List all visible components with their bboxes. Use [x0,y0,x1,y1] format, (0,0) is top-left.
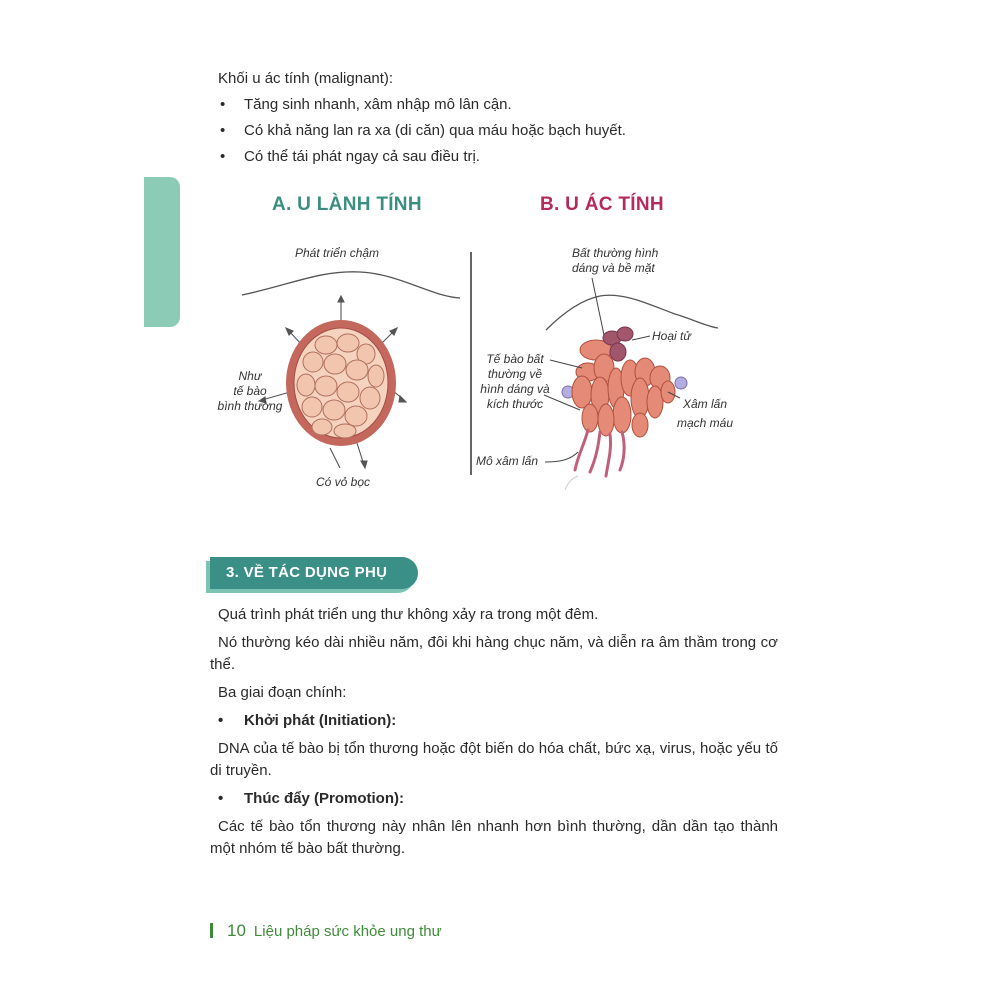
necrosis-label: Hoại tử [652,329,691,343]
invaded-tissue-label: Mô xâm lấn [476,454,539,468]
normal-cell-label: Như tế bào bình thường [217,369,283,413]
stage-heading: • Thúc đẩy (Promotion): [218,790,404,807]
section-title: 3. VỀ TÁC DỤNG PHỤ [226,564,388,581]
paragraph: Ba giai đoạn chính: [218,684,347,701]
footer-bar [210,923,213,938]
page-number: 10 [227,921,246,940]
intro-bullet: • Có thể tái phát ngay cả sau điều trị. [218,144,626,170]
abnormal-cells-label: Tế bào bất thường về hình dáng và kích thước [480,352,550,411]
paragraph: Nó thường kéo dài nhiều năm, đôi khi hàng chục năm, và diễn ra âm thầm trong cơ thể. [210,634,778,673]
intro-bullet: • Tăng sinh nhanh, xâm nhập mô lân cận. [218,92,626,118]
paragraph: DNA của tế bào bị tổn thương hoặc đột biến do hóa chất, bức xạ, virus, hoặc yếu tố di truyền. [210,740,778,779]
book-title: Liệu pháp sức khỏe ung thư [253,923,442,940]
capsule-label: Có vỏ bọc [316,475,371,489]
paragraph: Các tế bào tổn thương này nhân lên nhanh hơn bình thường, dần dần tạo thành một nhóm tế bào bất thường. [210,818,778,857]
growth-label: Phát triển chậm [295,246,380,260]
invasion-strands [575,430,624,476]
irregular-shape-label: Bất thường hình dáng và bề mặt [572,246,659,275]
stage-heading: • Khởi phát (Initiation): [218,712,397,729]
intro-heading: Khối u ác tính (malignant): [218,70,394,87]
section-badge [210,557,418,589]
page-footer [210,921,442,941]
vessel-invasion-label: Xâm lấn mạch máu [676,397,734,430]
paragraph: Quá trình phát triển ung thư không xảy ra trong một đêm. [218,606,599,623]
intro-bullet: • Có khả năng lan ra xa (di căn) qua máu hoặc bạch huyết. [218,118,626,144]
malignant-title: B. U ÁC TÍNH [540,194,664,215]
benign-title: A. U LÀNH TÍNH [272,194,422,215]
section-body [210,604,778,866]
